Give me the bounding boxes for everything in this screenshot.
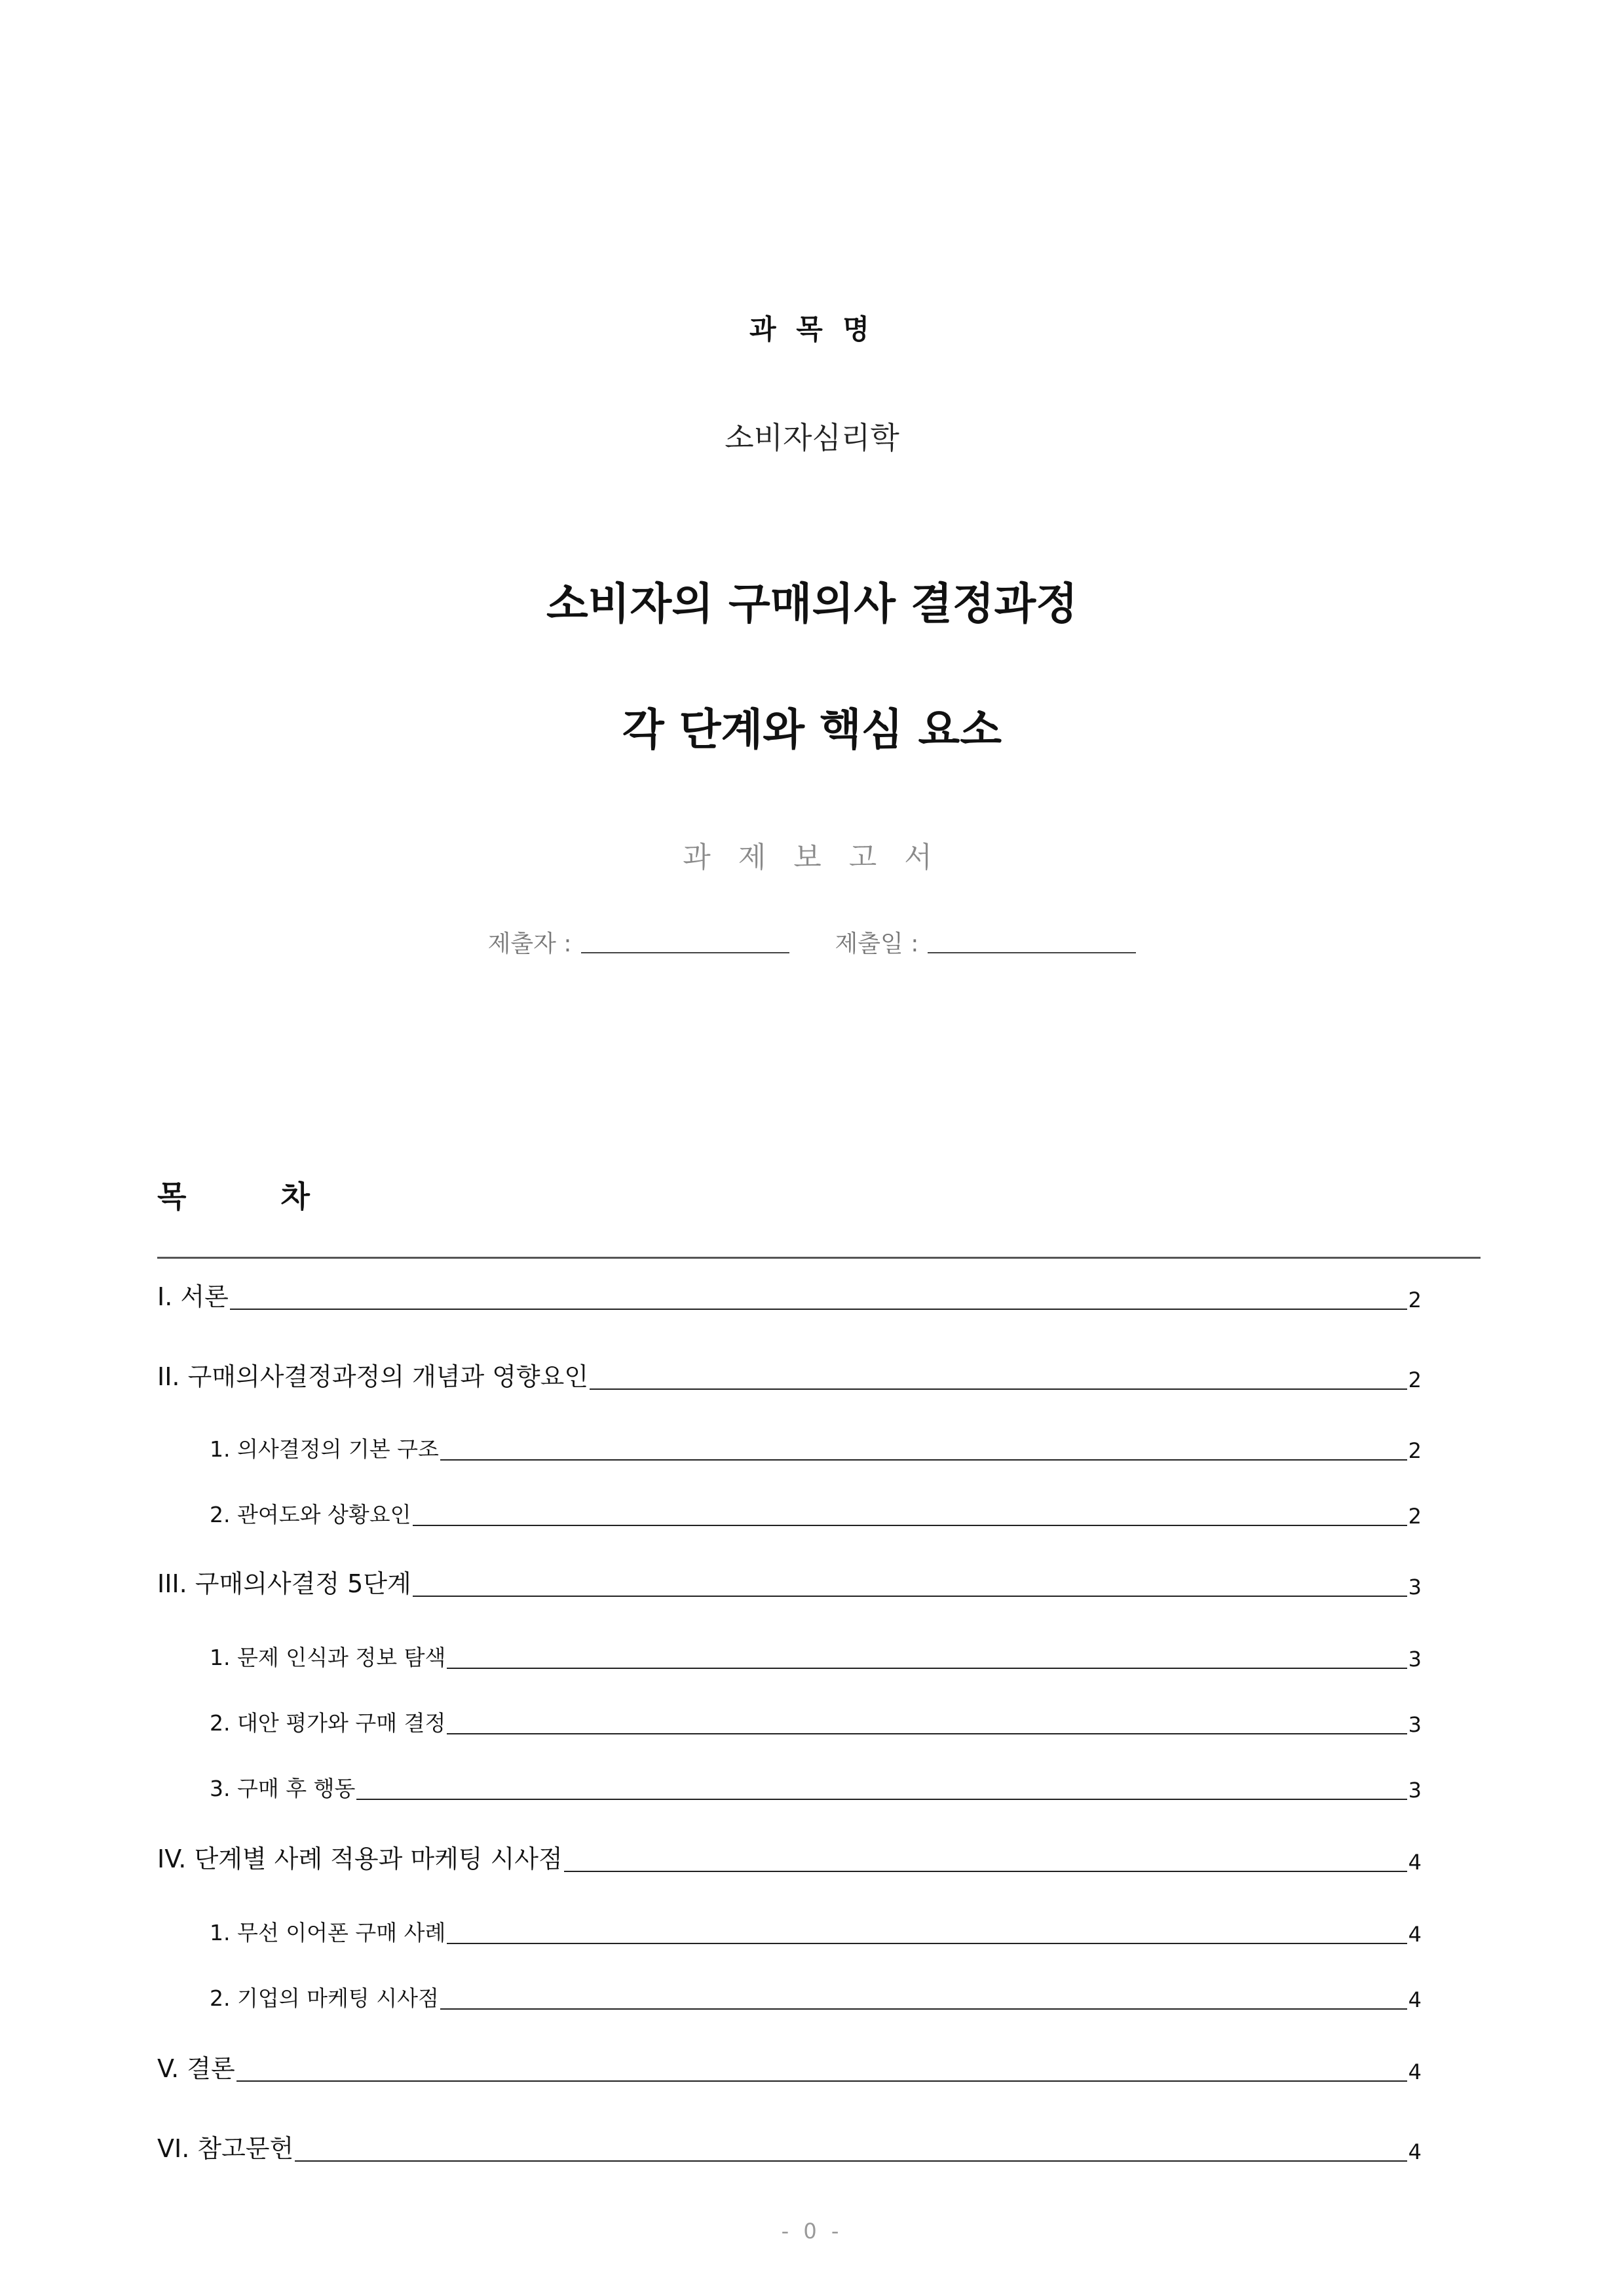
toc-leader-line [413,1596,1407,1597]
document-type: 과 제 보 고 서 [683,841,941,874]
toc-entry [157,1356,1422,1392]
toc-entry-page: 4 [1408,1987,1422,2012]
toc-entry-page: 3 [1408,1778,1422,1803]
toc-entry-title: 2. 관여도와 상황요인 [210,1502,411,1527]
toc-leader-line [447,1733,1407,1734]
toc-entry-page: 2 [1408,1368,1422,1392]
toc-entry [157,1276,1422,1312]
toc-entry-title: 3. 구매 후 행동 [210,1776,356,1801]
toc-entry [157,1563,1422,1599]
toc-subentry [210,1772,1422,1803]
toc-entry-page: 3 [1408,1712,1422,1737]
toc-leader-line [440,1459,1407,1461]
toc-entry-title: II. 구매의사결정과정의 개념과 영향요인 [157,1362,589,1391]
toc-entry-page: 4 [1408,2059,1422,2084]
toc-entry-title: 2. 대안 평가와 구매 결정 [210,1710,446,1736]
toc-leader-line [230,1309,1407,1310]
toc-entry-title: 1. 무선 이어폰 구매 사례 [210,1920,446,1945]
toc-leader-line [447,1668,1407,1669]
toc-entry-page: 4 [1408,1922,1422,1947]
page-number: - 0 - [781,2219,843,2244]
toc-leader-line [295,2160,1407,2162]
toc-subentry [210,1498,1422,1529]
toc-entry-page: 4 [1408,2139,1422,2164]
toc-entry [157,1839,1422,1875]
toc-entry-page: 3 [1408,1575,1422,1599]
toc-entry-page: 4 [1408,1850,1422,1875]
toc-entry-title: III. 구매의사결정 5단계 [157,1569,411,1598]
toc-entry-page: 3 [1408,1647,1422,1672]
toc-entry [157,2128,1422,2164]
submitter-label: 제출자 : [487,930,572,957]
toc-subentry [210,1981,1422,2012]
toc-leader-line [440,2008,1407,2010]
toc-leader-line [564,1871,1407,1872]
toc-leader-line [590,1388,1407,1390]
toc-entry-title: VI. 참고문헌 [157,2134,294,2163]
toc-entry [157,2048,1422,2084]
toc-entry-title: 1. 문제 인식과 정보 탐색 [210,1645,446,1670]
toc-entry-page: 2 [1408,1288,1422,1312]
submit-date-label: 제출일 : [835,930,919,957]
toc-entry-page: 2 [1408,1504,1422,1529]
toc-entry-title: 2. 기업의 마케팅 시사점 [210,1985,439,2011]
toc-entry-page: 2 [1408,1438,1422,1463]
toc-entry-title: I. 서론 [157,1282,229,1311]
course-heading: 과 목 명 [749,313,875,345]
toc-subentry [210,1432,1422,1463]
toc-entry-title: 1. 의사결정의 기본 구조 [210,1436,439,1462]
toc-entry-title: V. 결론 [157,2054,235,2083]
toc-leader-line [236,2080,1407,2082]
toc-subentry [210,1706,1422,1737]
toc-entry-title: IV. 단계별 사례 적용과 마케팅 시사점 [157,1845,563,1873]
report-title-line1: 소비자의 구매의사 결정과정 [546,579,1078,629]
toc-leader-line [447,1943,1407,1944]
course-name: 소비자심리학 [725,420,899,455]
toc-heading: 목 차 [157,1179,352,1214]
toc-subentry [210,1641,1422,1672]
toc-subentry [210,1916,1422,1947]
toc-leader-line [356,1799,1407,1800]
toc-leader-line [413,1525,1407,1526]
report-title-line2: 각 단계와 핵심 요소 [622,704,1002,755]
